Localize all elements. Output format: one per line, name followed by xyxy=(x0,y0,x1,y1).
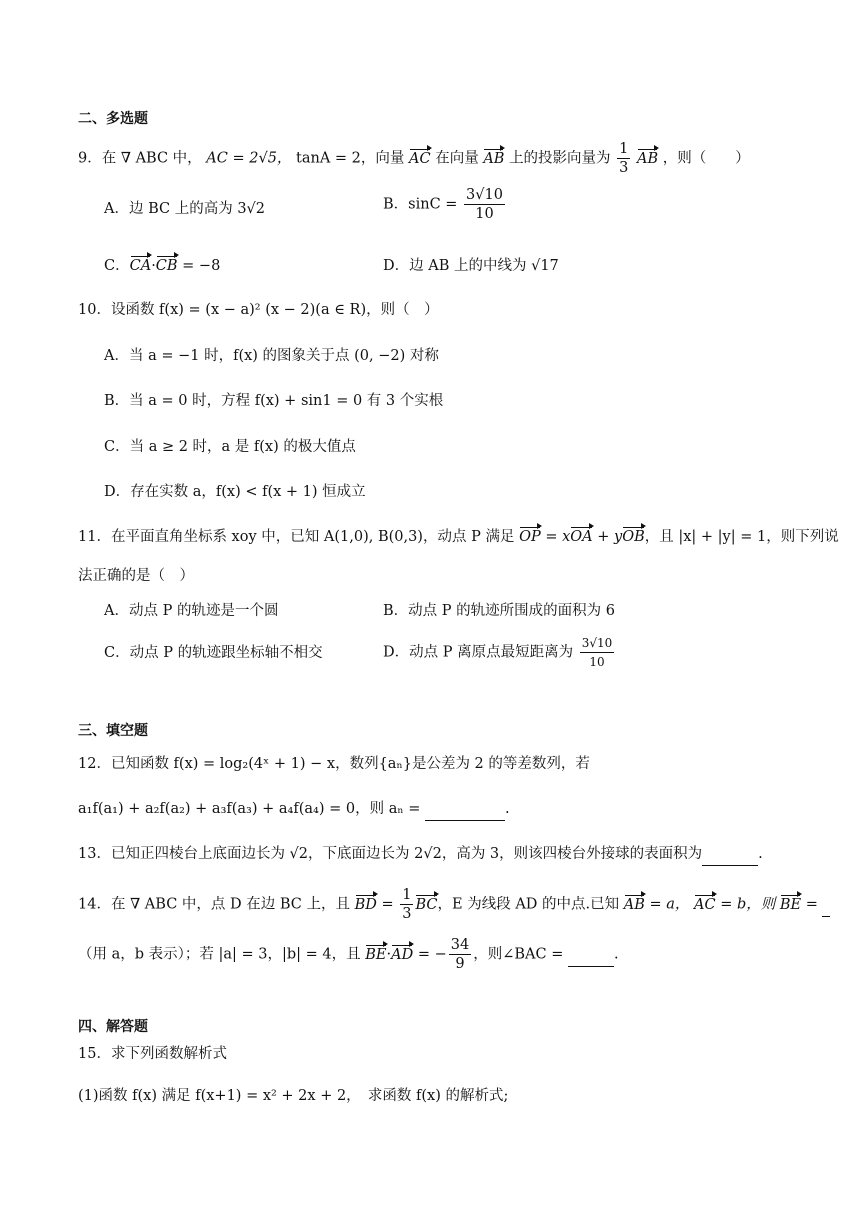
question-13 xyxy=(78,843,763,866)
q10-option-c: C．当 a ≥ 2 时，a 是 f(x) 的极大值点 xyxy=(104,439,356,455)
q9-b-fraction xyxy=(464,186,505,223)
question-15-part-1: (1)函数 f(x) 满足 f(x+1) = x² + 2x + 2， 求函数 f(x) 的解析式; xyxy=(78,1088,509,1104)
q11-option-c: C．动点 P 的轨迹跟坐标轴不相交 xyxy=(104,645,323,661)
q14-answer-blank-2[interactable] xyxy=(568,944,614,967)
section-multiple-choice-heading: 二、多选题 xyxy=(78,111,148,127)
q9-b-num: 3√10 xyxy=(466,187,503,203)
section-solution-heading: 四、解答题 xyxy=(78,1019,148,1035)
vector-ad: AD xyxy=(391,944,413,966)
q14-text-b: ABC 中，点 D 在边 BC 上，且 xyxy=(144,896,350,913)
q14-neg-fraction xyxy=(449,936,471,973)
q9-text-g: ，则（ ） xyxy=(662,150,750,167)
triangle-icon: ∇ xyxy=(120,150,131,167)
q9-frac-den: 3 xyxy=(619,160,629,176)
q14-end: . xyxy=(613,946,619,963)
vector-be: BE xyxy=(780,894,801,916)
vector-bc: BC xyxy=(415,894,437,916)
q14-text-l2c: ，则∠BAC = xyxy=(473,946,564,963)
q9-text-c: AC = 2√5， xyxy=(206,150,292,167)
vector-ab: AB xyxy=(624,894,645,916)
q14-dot: · xyxy=(386,946,392,963)
q13-end: . xyxy=(758,846,763,862)
q14-num-34: 34 xyxy=(450,937,470,953)
question-10-stem: 10．设函数 f(x) = (x − a)² (x − 2)(a ∈ R)，则（ ） xyxy=(78,302,439,318)
question-11-stem-line1 xyxy=(78,526,839,548)
q9-option-d: D．边 AB 上的中线为 √17 xyxy=(383,258,559,274)
q11-text-b: ，且 |x| + |y| = 1，则下列说 xyxy=(644,529,839,545)
question-12-line1: 12．已知函数 f(x) = log₂(4ˣ + 1) − x，数列{aₙ}是公差为 2 的等差数列，若 xyxy=(78,756,590,772)
vector-be-2: BE xyxy=(365,944,386,966)
q10-option-d: D．存在实数 a，f(x) < f(x + 1) 恒成立 xyxy=(104,484,366,500)
q9-c-dot: · xyxy=(151,258,156,274)
q14-den-9: 9 xyxy=(455,956,465,972)
q9-text-e: 在向量 xyxy=(435,150,479,167)
q11-eq-y: + y xyxy=(597,529,623,545)
q10-option-b: B．当 a = 0 时，方程 f(x) + sin1 = 0 有 3 个实根 xyxy=(104,393,444,409)
q11-option-a: A．动点 P 的轨迹是一个圆 xyxy=(104,603,279,619)
q14-fraction xyxy=(400,886,413,923)
q14-eq: = xyxy=(381,896,394,913)
vector-ab-2: AB xyxy=(637,148,658,170)
q14-frac-den: 3 xyxy=(402,906,412,922)
q13-answer-blank[interactable] xyxy=(702,843,758,866)
question-12-line2 xyxy=(78,798,510,821)
q9-fraction xyxy=(617,140,630,177)
vector-ac: AC xyxy=(409,148,431,170)
q14-text-d: = a， xyxy=(649,896,690,913)
q12-text: a₁f(a₁) + a₂f(a₂) + a₃f(a₃) + a₄f(a₄) = 0，则 aₙ = xyxy=(78,801,421,817)
question-14-line1 xyxy=(78,886,830,923)
question-15-stem: 15．求下列函数解析式 xyxy=(78,1046,227,1062)
q9-text-f: 上的投影向量为 xyxy=(509,150,611,167)
section-fill-blank-heading: 三、填空题 xyxy=(78,723,148,739)
vector-ab: AB xyxy=(483,148,504,170)
question-9-stem xyxy=(78,140,750,177)
q12-end: . xyxy=(504,801,510,817)
vector-op: OP xyxy=(519,526,541,548)
q14-text-f: = xyxy=(805,896,818,913)
q11-option-b: B．动点 P 的轨迹所围成的面积为 6 xyxy=(383,603,615,619)
q11-d-pre: D．动点 P 离原点最短距离为 xyxy=(383,644,574,661)
vector-bd: BD xyxy=(355,894,377,916)
vector-cb: CB xyxy=(156,255,178,277)
q9-option-c xyxy=(104,255,220,277)
question-11-stem-line2: 法正确的是（ ） xyxy=(78,568,194,584)
triangle-icon: ∇ xyxy=(130,896,141,913)
q9-c-pre: C． xyxy=(104,258,130,274)
q11-text-a: 11．在平面直角坐标系 xoy 中，已知 A(1,0), B(0,3)，动点 P 满足 xyxy=(78,529,515,545)
q9-b-pre: B．sinC = xyxy=(383,196,458,213)
q9-num: 9．在 xyxy=(78,150,117,167)
vector-oa: OA xyxy=(570,526,592,548)
vector-ca: CA xyxy=(130,255,152,277)
q9-b-den: 10 xyxy=(475,206,494,222)
q9-option-b xyxy=(383,186,507,223)
q11-option-d xyxy=(383,634,616,671)
q12-answer-blank[interactable] xyxy=(425,798,505,821)
q9-c-post: = −8 xyxy=(182,258,221,274)
vector-ac: AC xyxy=(694,894,716,916)
q14-answer-blank-1[interactable] xyxy=(822,894,830,917)
q11-d-fraction xyxy=(580,634,615,671)
q14-frac-num: 1 xyxy=(402,887,412,903)
q14-text-l2b: = − xyxy=(417,946,447,963)
q11-d-den: 10 xyxy=(589,655,605,669)
q9-text-b: ABC 中， xyxy=(135,150,202,167)
question-14-line2 xyxy=(78,936,619,973)
q11-d-num: 3√10 xyxy=(580,634,615,653)
q11-eq-x: = x xyxy=(545,529,571,545)
q14-text-a: 14．在 xyxy=(78,896,126,913)
q9-frac-num: 1 xyxy=(619,141,629,157)
q14-text-l2a: （用 a，b 表示）；若 |a| = 3，|b| = 4，且 xyxy=(78,946,361,963)
q9-text-d: tanA = 2，向量 xyxy=(296,150,405,167)
vector-ob: OB xyxy=(622,526,645,548)
q14-text-c: ，E 为线段 AD 的中点.已知 xyxy=(437,896,620,913)
q10-option-a: A．当 a = −1 时，f(x) 的图象关于点 (0, −2) 对称 xyxy=(104,348,439,364)
q14-text-e: = b，则 xyxy=(720,896,776,913)
q9-option-a: A．边 BC 上的高为 3√2 xyxy=(104,201,266,217)
q13-text: 13．已知正四棱台上底面边长为 √2，下底面边长为 2√2，高为 3，则该四棱台外接球的表面积为 xyxy=(78,846,703,862)
